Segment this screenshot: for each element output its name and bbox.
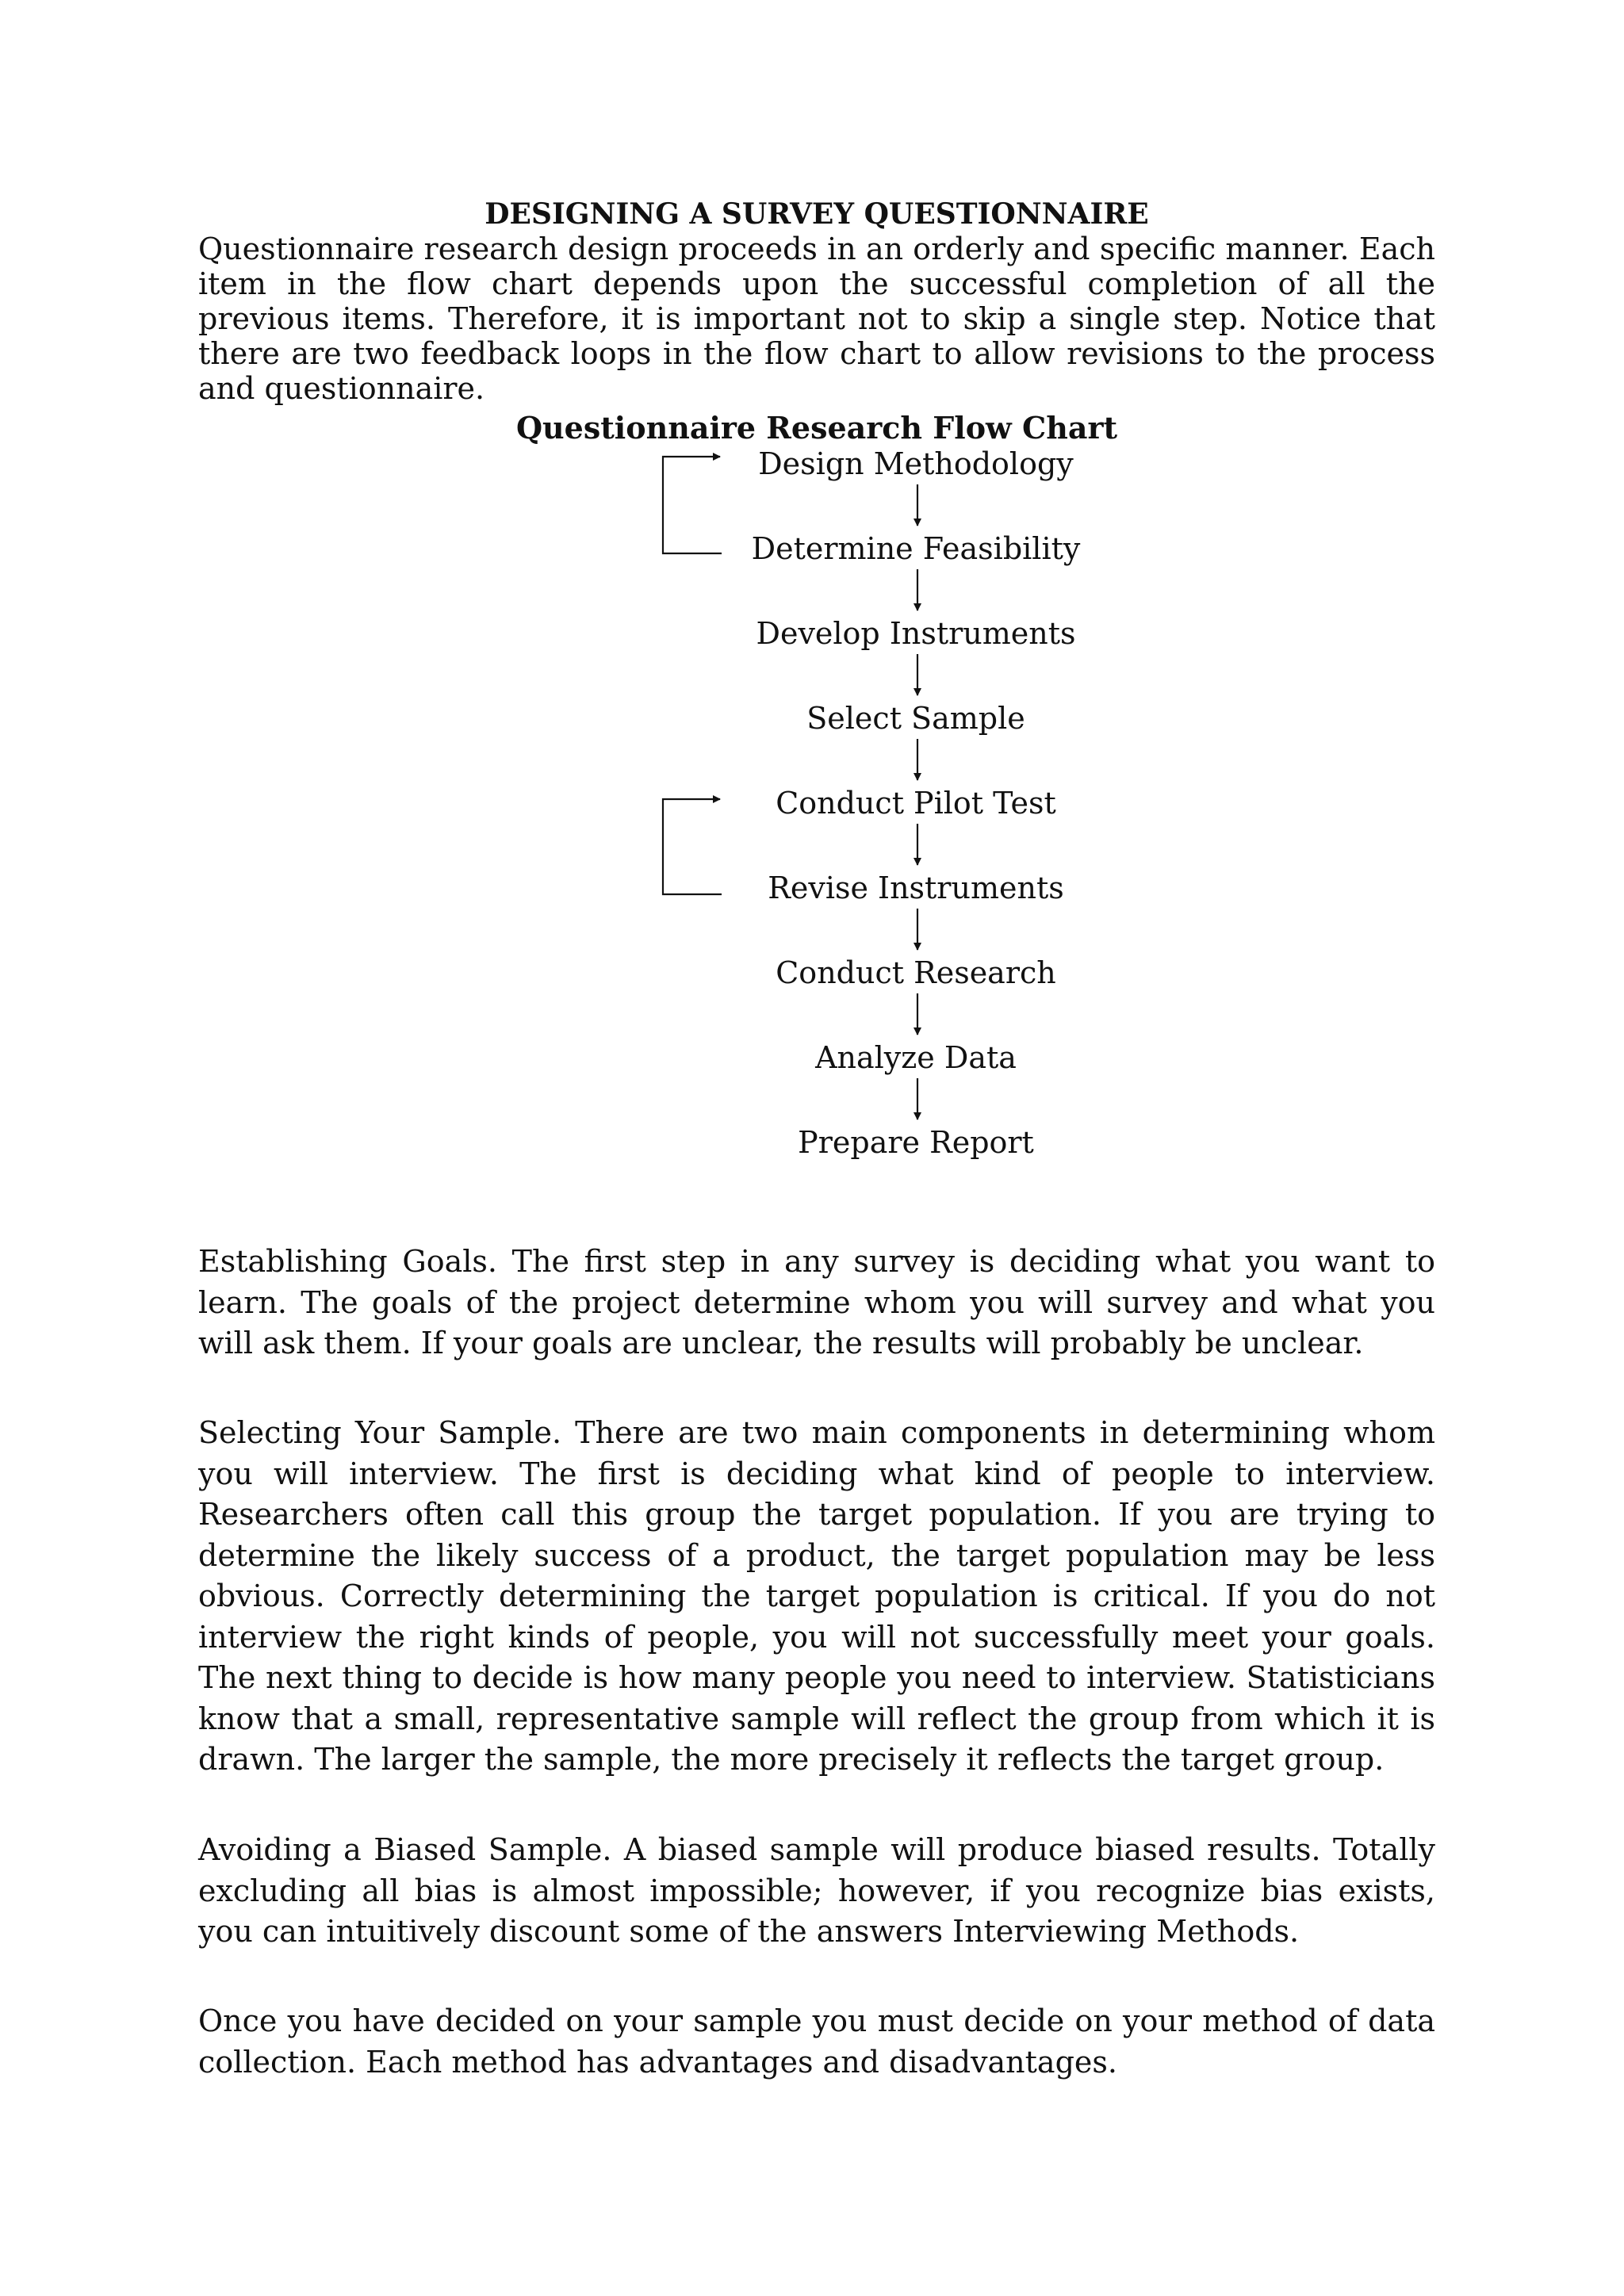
- flow-step-prepare-report: Prepare Report: [798, 1125, 1034, 1160]
- section-avoiding-bias: Avoiding a Biased Sample. A biased sample will produce biased results. Totally excluding all bias is almost impossible; however, if you recognize bias exists, you can intuitively discount some of the answers Interviewing Methods.: [198, 1832, 1435, 1949]
- flow-step-develop-instruments: Develop Instruments: [756, 616, 1076, 651]
- section-data-collection: Once you have decided on your sample you must decide on your method of data collection. Each method has advantages and disadvantages.: [198, 2003, 1435, 2080]
- section-establishing-goals: Establishing Goals. The first step in any survey is deciding what you want to learn. The goals of the project determine whom you will survey and what you will ask them. If your goals are unclear, the results will probably be unclear.: [198, 1244, 1435, 1360]
- flow-step-analyze-data: Analyze Data: [815, 1040, 1017, 1075]
- flow-step-design-methodology: Design Methodology: [758, 446, 1074, 481]
- flow-step-select-sample: Select Sample: [806, 701, 1025, 736]
- flow-step-conduct-research: Conduct Research: [776, 955, 1056, 990]
- section-selecting-sample: Selecting Your Sample. There are two main components in determining whom you will interview. The first is deciding what kind of people to interview. Researchers often call this group the target population. If you are trying to determine the likely success of a product, the target population may be less obvious. Correctly determining the target population is critical. If you do not interview the right kinds of people, you will not successfully meet your goals. The next thing to decide is how many people you need to interview. Statisticians know that a small, representative sample will reflect the group from which it is drawn. The larger the sample, the more precisely it reflects the target group.: [198, 1415, 1435, 1777]
- document-title: DESIGNING A SURVEY QUESTIONNAIRE: [485, 197, 1149, 231]
- flowchart-title: Questionnaire Research Flow Chart: [515, 410, 1118, 446]
- flow-step-conduct-pilot-test: Conduct Pilot Test: [776, 786, 1056, 821]
- flow-step-revise-instruments: Revise Instruments: [768, 871, 1064, 905]
- intro-paragraph: Questionnaire research design proceeds in an orderly and specific manner. Each item in the flow chart depends upon the successful completion of all the previous items. Therefore, it is important not to skip a single step. Notice that there are two feedback loops in the flow chart to allow revisions to the process and questionnaire.: [198, 232, 1435, 406]
- flow-step-determine-feasibility: Determine Feasibility: [751, 531, 1081, 566]
